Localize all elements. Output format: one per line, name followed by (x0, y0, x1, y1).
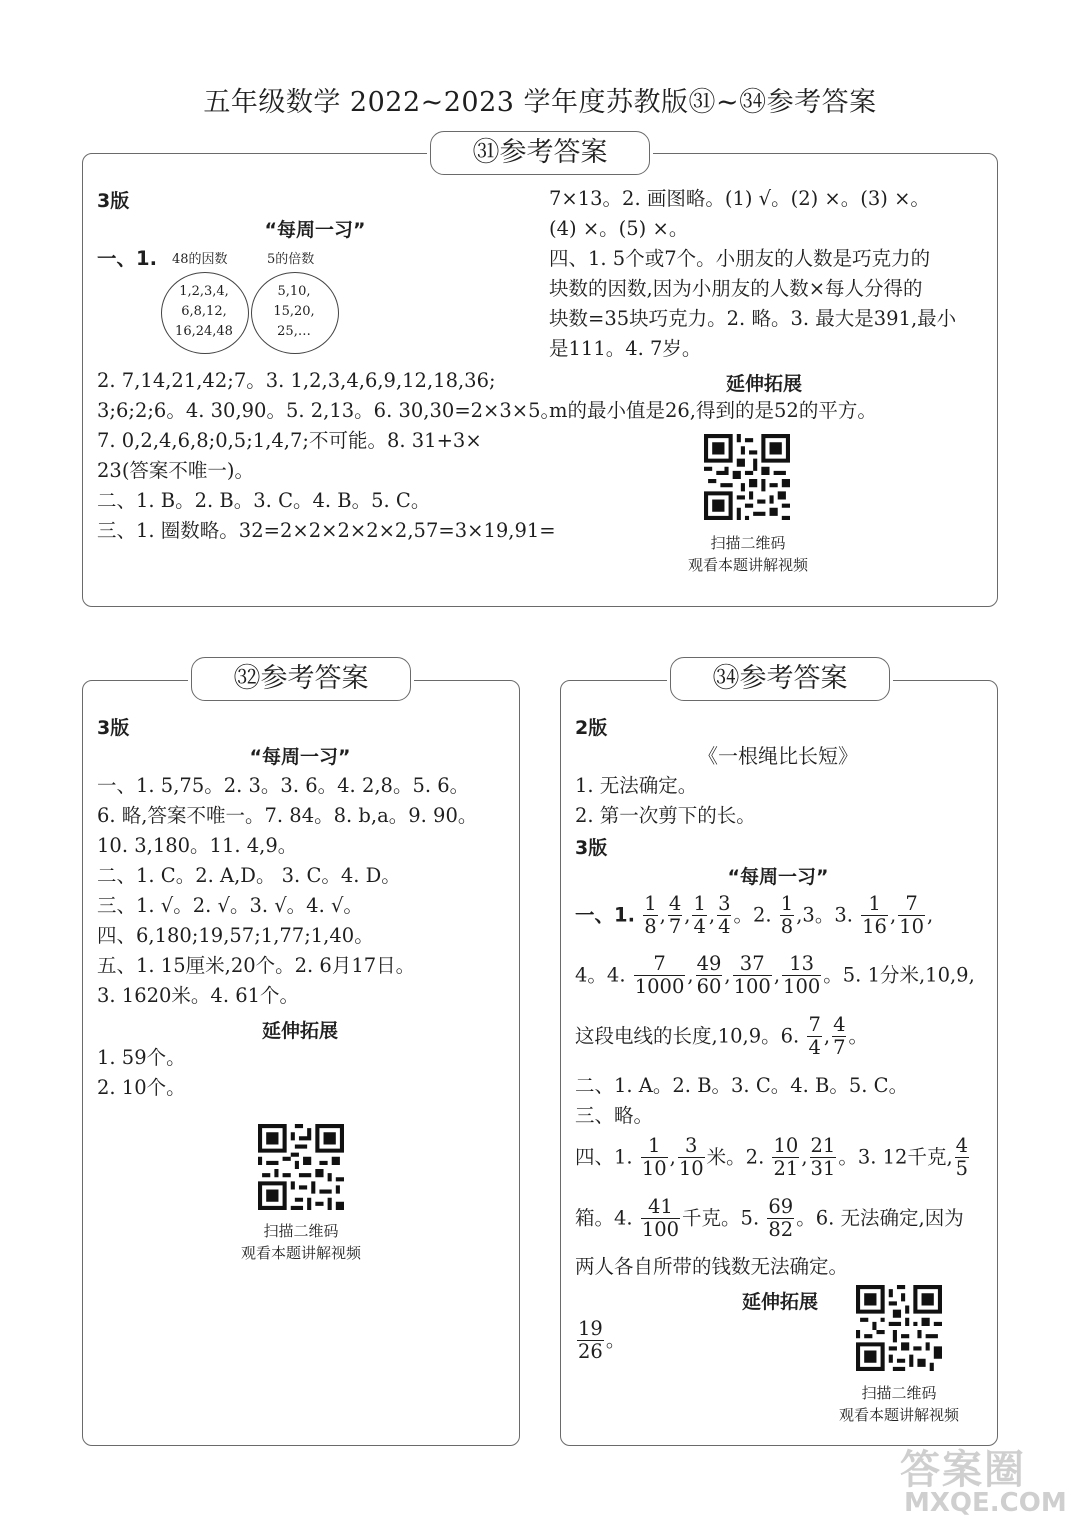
fraction: $\frac{37}{100}$ (733, 952, 771, 999)
fraction: $\frac{1}{10}$ (641, 1134, 667, 1181)
story-answers (575, 771, 756, 831)
answer-line: 2. 10个。 (97, 1076, 186, 1099)
fraction: $\frac{69}{82}$ (768, 1195, 794, 1242)
fraction: $\frac{49}{60}$ (696, 952, 722, 999)
multiples-set: 5,10, 15,20, 25,… (273, 284, 315, 339)
qr-code-icon[interactable] (258, 1124, 344, 1210)
answer-line: 7. 0,2,4,6,8;0,5;1,4,7;不可能。8. 31+3× (97, 429, 482, 452)
edition-label: 2版 (575, 717, 608, 739)
answer-line: 2. 7,14,21,42;7。3. 1,2,3,4,6,9,12,18,36; (97, 369, 496, 392)
answer-line: 一、1. $\frac{1}{8}$ , $\frac{4}{7}$ , $\frac{1}{4}$ , $\frac{3}{4}$ 。2. $\frac{1}{8}$ ,3。3. $\frac{1}{16}$ , $\frac{7}{10}$ , (575, 892, 934, 939)
fraction: $\frac{10}{21}$ (773, 1134, 799, 1181)
answer-line: (4) ×。(5) ×。 (549, 217, 689, 240)
answer-line: 4。4. $\frac{7}{1000}$ , $\frac{49}{60}$ , $\frac{37}{100}$ , $\frac{13}{100}$ 。5. 1分米,10,9, (575, 952, 975, 999)
fraction: $\frac{7}{4}$ (808, 1013, 821, 1060)
answer-line: 块数的因数,因为小朋友的人数×每人分得的 (549, 277, 923, 300)
qr-caption: 扫描二维码 观看本题讲解视频 (240, 1222, 361, 1262)
answer-line: 箱。4. $\frac{41}{100}$ 千克。5. $\frac{69}{82}$ 。6. 无法确定,因为 (575, 1195, 964, 1242)
answer-line: 二、1. C。2. A,D。 3. C。4. D。 (97, 864, 401, 887)
extension-heading: 延伸拓展 (725, 373, 802, 395)
factors-diagram (155, 248, 355, 358)
qr-caption: 扫描二维码 观看本题讲解视频 (687, 534, 808, 574)
panel-31-left-column (97, 366, 560, 546)
answer-line: 四、1. $\frac{1}{10}$ , $\frac{3}{10}$ 米。2. $\frac{10}{21}$ , $\frac{21}{31}$ 。3. 12千克, $\frac{4}{5}$ (575, 1134, 969, 1181)
answer-line: 3;6;2;6。4. 30,90。5. 2,13。6. 30,30=2×3×5。 (97, 399, 561, 422)
fraction: $\frac{19}{26}$ (578, 1317, 603, 1364)
watermark-logo: 答案圈 (900, 1447, 1026, 1493)
panel-32-tab: ㉜参考答案 (191, 657, 411, 701)
circle-label-multiples: 5的倍数 (267, 252, 315, 267)
fraction: $\frac{4}{5}$ (955, 1134, 969, 1181)
answer-line: 三、1. 圈数略。32=2×2×2×2×2,57=3×19,91= (97, 519, 556, 542)
qr-code-icon[interactable] (856, 1285, 942, 1371)
answer-line: 四、6,180;19,57;1,77;1,40。 (97, 924, 374, 947)
extension-answer: $\frac{19}{26}$ 。 (578, 1317, 626, 1364)
qr-caption: 扫描二维码 观看本题讲解视频 (838, 1384, 959, 1424)
answer-line: 6. 略,答案不唯一。7. 84。8. b,a。9. 90。 (97, 804, 478, 827)
answer-line: 二、1. A。2. B。3. C。4. B。5. C。 (575, 1074, 909, 1097)
answer-line: 1. 无法确定。 (575, 774, 698, 797)
answer-line: 一、1. 5,75。2. 3。3. 6。4. 2,8。5. 6。 (97, 774, 470, 797)
answer-line: 10. 3,180。11. 4,9。 (97, 834, 298, 857)
answer-line: 7×13。2. 画图略。(1) √。(2) ×。(3) ×。 (549, 187, 930, 210)
answer-line: 2. 第一次剪下的长。 (575, 804, 756, 827)
fraction: $\frac{3}{10}$ (678, 1134, 704, 1181)
fraction: $\frac{41}{100}$ (641, 1195, 680, 1242)
circle-label-factors: 48的因数 (172, 252, 228, 267)
fraction: $\frac{1}{16}$ (862, 892, 887, 939)
edition-label: 3版 (575, 837, 608, 859)
fraction: $\frac{21}{31}$ (810, 1134, 836, 1181)
answer-line: 1. 59个。 (97, 1046, 186, 1069)
answer-line: 3. 1620米。4. 61个。 (97, 984, 300, 1007)
answer-line: 四、1. 5个或7个。小朋友的人数是巧克力的 (549, 247, 931, 270)
answer-line: 两人各自所带的钱数无法确定。 (575, 1255, 849, 1278)
watermark-url: MXQE.COM (904, 1488, 1067, 1518)
panel-31-right-column (549, 184, 956, 364)
question-label: 一、1. (97, 247, 157, 270)
panel-34-answers (575, 1071, 908, 1131)
section-heading: “每周一习” (249, 746, 351, 768)
answer-line: 块数=35块巧克力。2. 略。3. 最大是391,最小 (549, 307, 957, 330)
edition-label: 3版 (97, 717, 130, 739)
extension-heading: 延伸拓展 (741, 1291, 818, 1313)
edition-label: 3版 (97, 190, 130, 212)
qr-code-icon[interactable] (704, 434, 790, 520)
panel-31-tab: ㉛参考答案 (430, 131, 650, 175)
answer-line: 五、1. 15厘米,20个。2. 6月17日。 (97, 954, 416, 977)
answer-line: 三、1. √。2. √。3. √。4. √。 (97, 894, 363, 917)
story-title: 《一根绳比长短》 (698, 744, 858, 768)
factors-set: 1,2,3,4, 6,8,12, 16,24,48 (175, 284, 233, 339)
section-heading: “每周一习” (264, 219, 366, 241)
fraction: $\frac{1}{4}$ (693, 892, 706, 939)
fraction: $\frac{1}{8}$ (644, 892, 657, 939)
panel-32-answers (97, 771, 477, 1011)
panel-32-extension (97, 1043, 186, 1103)
answer-line: 是111。4. 7岁。 (549, 337, 702, 360)
fraction: $\frac{7}{10}$ (899, 892, 924, 939)
extension-heading: 延伸拓展 (261, 1020, 338, 1042)
answer-line: 这段电线的长度,10,9。6. $\frac{7}{4}$ , $\frac{4}{7}$ 。 (575, 1013, 868, 1060)
page-title: 五年级数学 2022~2023 学年度苏教版㉛~㉞参考答案 (203, 87, 877, 118)
fraction: $\frac{3}{4}$ (718, 892, 731, 939)
answer-line: 二、1. B。2. B。3. C。4. B。5. C。 (97, 489, 431, 512)
answer-line: 三、略。 (575, 1104, 654, 1127)
answer-line: 23(答案不唯一)。 (97, 459, 255, 482)
fraction: $\frac{13}{100}$ (783, 952, 821, 999)
extension-answer: m的最小值是26,得到的是52的平方。 (549, 399, 877, 422)
fraction: $\frac{1}{8}$ (780, 892, 794, 939)
fraction: $\frac{4}{7}$ (668, 892, 682, 939)
fraction: $\frac{7}{1000}$ (634, 952, 685, 999)
section-heading: “每周一习” (727, 866, 829, 888)
panel-34-tab: ㉞参考答案 (670, 657, 890, 701)
fraction: $\frac{4}{7}$ (833, 1013, 846, 1060)
